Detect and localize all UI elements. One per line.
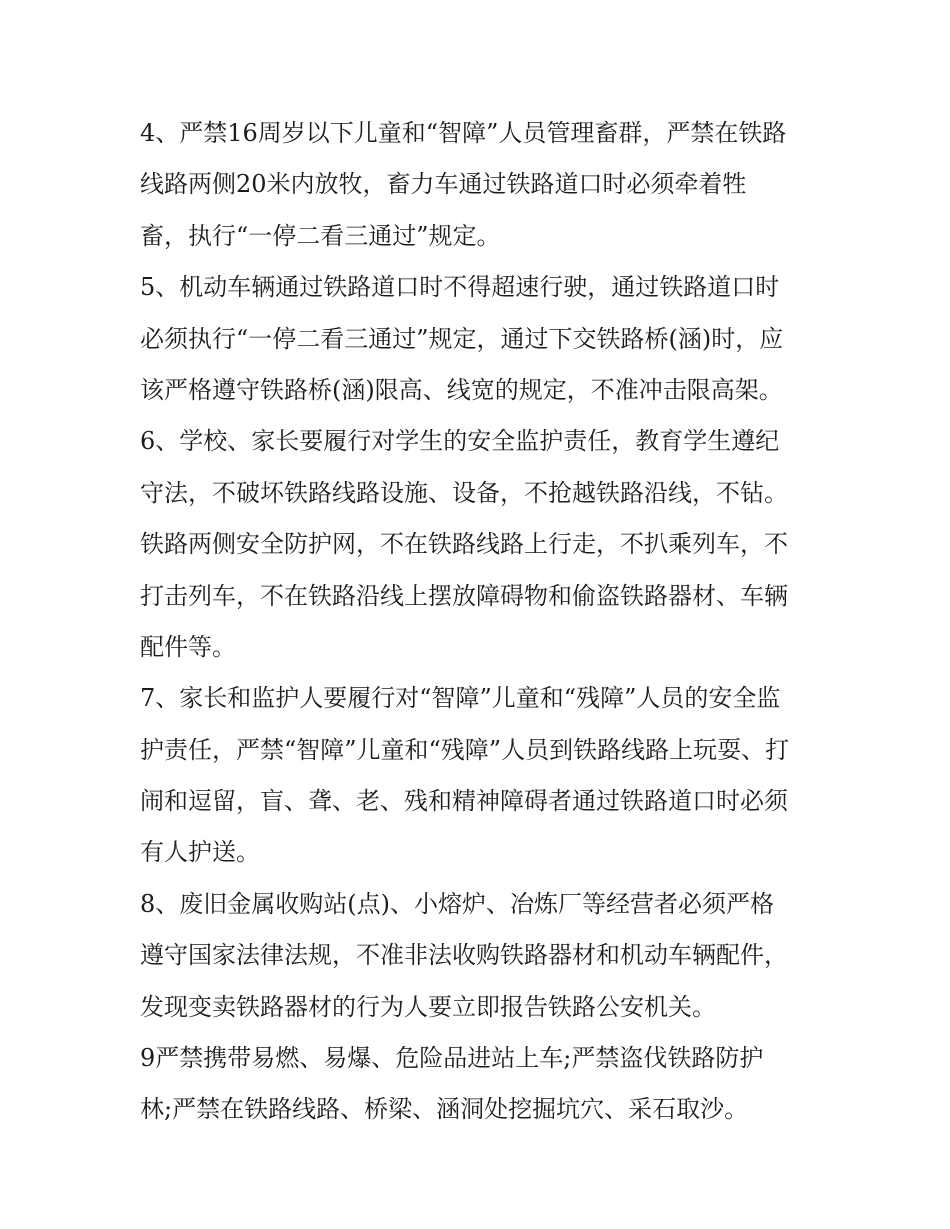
text-line: 有人护送。: [140, 838, 260, 867]
text-line: 铁路两侧安全防护网，不在铁路线路上行走，不扒乘列车，不: [140, 530, 788, 559]
text-line: 4、严禁16周岁以下儿童和“智障”人员管理畜群，严禁在铁路: [140, 119, 787, 147]
text-line: 该严格遵守铁路桥(涵)限高、线宽的规定，不准冲击限高架。: [140, 375, 783, 404]
text-line: 6、学校、家长要履行对学生的安全监护责任，教育学生遵纪: [140, 427, 780, 456]
paragraph-4: [140, 108, 830, 262]
text-line: 必须执行“一停二看三通过”规定，通过下交铁路桥(涵)时，应: [140, 324, 784, 353]
paragraph-7: [140, 673, 830, 879]
text-line: 线路两侧20米内放牧，畜力车通过铁路道口时必须牵着牲: [140, 170, 747, 199]
paragraph-6: [140, 416, 830, 673]
text-line: 5、机动车辆通过铁路道口时不得超速行驶，通过铁路道口时: [140, 273, 780, 302]
text-line: 守法，不破坏铁路线路设施、设备，不抢越铁路沿线，不钻。: [140, 478, 788, 507]
text-line: 发现变卖铁路器材的行为人要立即报告铁路公安机关。: [140, 992, 716, 1021]
document-body: [140, 108, 830, 1136]
paragraph-8: [140, 879, 830, 1033]
text-line: 林;严禁在铁路线路、桥梁、涵洞处挖掘坑穴、采石取沙。: [140, 1095, 749, 1124]
text-line: 遵守国家法律法规，不准非法收购铁路器材和机动车辆配件，: [140, 941, 788, 970]
text-line: 9严禁携带易燃、易爆、危险品进站上车;严禁盗伐铁路防护: [140, 1044, 764, 1073]
text-line: 配件等。: [140, 632, 236, 661]
text-line: 畜，执行“一停二看三通过”规定。: [140, 221, 501, 250]
paragraph-5: [140, 262, 830, 416]
text-line: 7、家长和监护人要履行对“智障”儿童和“残障”人员的安全监: [140, 684, 781, 713]
paragraph-9: [140, 1033, 830, 1136]
text-line: 闹和逗留，盲、聋、老、残和精神障碍者通过铁路道口时必须: [140, 787, 788, 816]
text-line: 护责任，严禁“智障”儿童和“残障”人员到铁路线路上玩耍、打: [140, 735, 790, 764]
text-line: 8、废旧金属收购站(点)、小熔炉、冶炼厂等经营者必须严格: [140, 889, 774, 918]
text-line: 打击列车，不在铁路沿线上摆放障碍物和偷盗铁路器材、车辆: [140, 581, 788, 610]
